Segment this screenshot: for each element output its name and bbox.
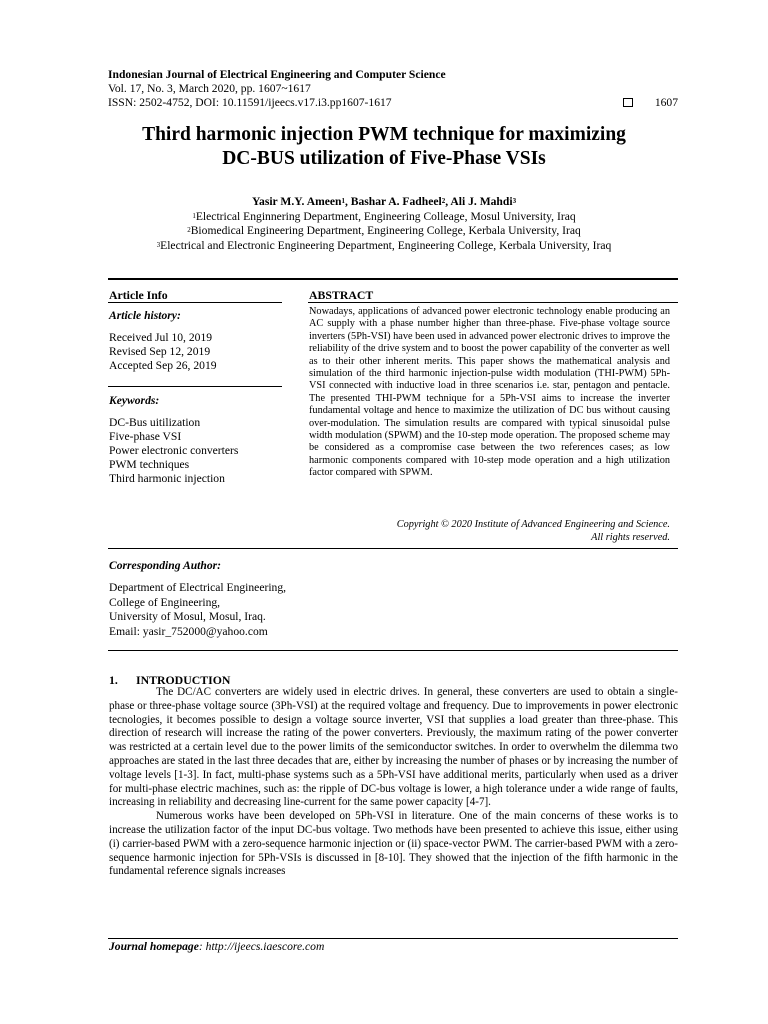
corresponding-rule <box>108 548 678 549</box>
copyright-notice <box>309 518 670 544</box>
keyword-item: Third harmonic injection <box>109 472 225 485</box>
journal-issn: ISSN: 2502-4752, DOI: 10.11591/ijeecs.v17.i3.pp1607-1617 <box>108 96 392 109</box>
paper-title <box>90 123 678 171</box>
paragraph: The DC/AC converters are widely used in electric drives. In general, these converters are used to obtain a single-phase or three-phase voltage source (3Ph-VSI) at the required voltage and frequency. Due to improvements in power electronic tecnologies, it becomes possible to design a voltage source inverter, VSI that supplies a load greater than three-phase. This direction of research will increase the rating of the power converters. Previously, the maximum rating of the power converter was restricted at a certain level due to the power limits of the semiconductor switches. In order to overwhelm the dilemma two approaches are stated in the last three decades that are, either by increasing the number of phases or by increasing the number of voltage levels [1-3]. In fact, multi-phase systems such as a 5Ph-VSI have additional merits, particularly when used as a driver for multi-phase electric machines, such as: the ripple of DC-bus voltage is lower, a high tolerance under a wide range of faults, increasing in reliability and decreasing line-current for the same power capacity [4-7]. <box>109 686 678 809</box>
affiliation-2 <box>90 224 678 239</box>
title-line-2: DC-BUS utilization of Five-Phase VSIs <box>222 148 546 169</box>
author-sep-1: , <box>344 195 351 208</box>
author-2-sup: 2 <box>441 197 446 205</box>
author-3-sup: 3 <box>512 197 517 205</box>
section-title: INTRODUCTION <box>136 673 231 687</box>
affiliation-1-sup: 1 <box>192 211 196 220</box>
affiliation-1-text: Electrical Enginnering Department, Engineering Colleage, Mosul University, Iraq <box>195 209 576 223</box>
affiliation-2-sup: 2 <box>187 226 191 234</box>
journal-header <box>108 68 678 110</box>
abstract-heading: ABSTRACT <box>309 288 374 302</box>
author-2: Bashar A. Fadheel <box>350 195 442 208</box>
homepage-label: Journal homepage <box>109 940 199 953</box>
corresponding-author-label: Corresponding Author: <box>109 559 222 572</box>
front-matter-bottom-rule <box>108 650 678 651</box>
article-history-list <box>109 331 217 373</box>
paragraph: Numerous works have been developed on 5Ph-VSI in literature. One of the main concerns of these works is to increase the utilization factor of the input DC-bus voltage. Two methods have been presented to achieve this issue, either using (i) carrier-based PWM with a zero-sequence harmonic injection or (ii) space-vector PWM. The carrier-based PWM with a zero-sequence harmonic injection for 5Ph-VSIs is discussed in [8-10]. They showed that the injection of the fifth harmonic in the fundamental reference signals increases <box>109 810 678 878</box>
keyword-item: DC-Bus uitilization <box>109 416 201 429</box>
corresponding-line: Department of Electrical Engineering, <box>109 581 287 594</box>
corresponding-line: University of Mosul, Mosul, Iraq. <box>109 610 266 623</box>
keywords-list <box>109 416 238 486</box>
history-revised: Revised Sep 12, 2019 <box>109 345 211 358</box>
journal-volume: Vol. 17, No. 3, March 2020, pp. 1607~1617 <box>108 82 311 95</box>
section-body <box>109 686 678 879</box>
copyright-line-1: Copyright © 2020 Institute of Advanced Engineering and Science. <box>396 519 670 530</box>
top-rule <box>108 278 678 280</box>
author-3: Ali J. Mahdi <box>450 195 513 208</box>
author-names <box>90 195 678 210</box>
affiliation-3-sup: 3 <box>156 240 161 249</box>
abstract-text: Nowadays, applications of advanced power electronic technology enable producing an AC supply with a phase number higher than three-phase. Five-phase voltage source inverters (5Ph-VSI) have been used in advanced power electronic drives to improve the reliability of the drive system and to boost the power capability of the converter as well as to their other inherent merits. This paper shows the mathematical analysis and simulation of the third harmonic injection-pulse width modulation (THI-PWM) 5Ph-VSI connected with inductive load in three scenarios i.e. star, pentagon and pentacle. The presented THI-PWM technique for a 5Ph-VSI aims to increase the inverter fundamental voltage and hence to maximize the utilization of DC bus without causing over-modulation. The simulation results are compared with typical sinusoidal pulse width modulation (SPWM) and the 10-step mode operation. The proposed scheme may be considered as a compromise case between the two references cases; as low harmonic components compared with 10-step mode operation and a high utilization factor compared with SPWM. <box>309 306 670 479</box>
keyword-item: PWM techniques <box>109 458 190 471</box>
title-line-1: Third harmonic injection PWM technique for maximizing <box>142 124 626 145</box>
homepage-url-link[interactable]: http://ijeecs.iaescore.com <box>205 940 325 953</box>
author-1: Yasir M.Y. Ameen <box>251 195 342 208</box>
homepage-colon: : <box>198 940 206 953</box>
article-info-heading: Article Info <box>109 288 168 302</box>
page-number: 1607 <box>654 96 678 109</box>
article-history-label: Article history: <box>109 309 181 322</box>
section-number: 1. <box>109 673 118 687</box>
affiliation-3-text: Electrical and Electronic Engineering Department, Engineering College, Kerbala University, Iraq <box>160 238 612 252</box>
affiliation-3 <box>90 239 678 254</box>
keyword-item: Power electronic converters <box>109 444 239 457</box>
footer-rule <box>108 938 678 939</box>
copyright-line-2: All rights reserved. <box>591 532 670 543</box>
corresponding-author-details <box>109 581 286 639</box>
corresponding-line: College of Engineering, <box>109 595 221 609</box>
page-box-icon <box>623 98 633 107</box>
history-accepted: Accepted Sep 26, 2019 <box>109 359 217 372</box>
author-1-sup: 1 <box>341 197 345 205</box>
author-sep-2: , <box>445 195 451 208</box>
history-keywords-rule <box>108 386 282 387</box>
keywords-label: Keywords: <box>109 394 160 407</box>
journal-name: Indonesian Journal of Electrical Engineering and Computer Science <box>108 68 446 81</box>
history-received: Received Jul 10, 2019 <box>109 331 213 344</box>
affiliation-1 <box>90 210 678 225</box>
journal-homepage <box>109 940 324 953</box>
affiliation-2-text: Biomedical Engineering Department, Engineering College, Kerbala University, Iraq <box>190 224 581 237</box>
header-issn-row <box>108 96 678 110</box>
keyword-item: Five-phase VSI <box>109 430 182 443</box>
authors-block <box>90 195 678 253</box>
corresponding-email: Email: yasir_752000@yahoo.com <box>109 624 268 638</box>
